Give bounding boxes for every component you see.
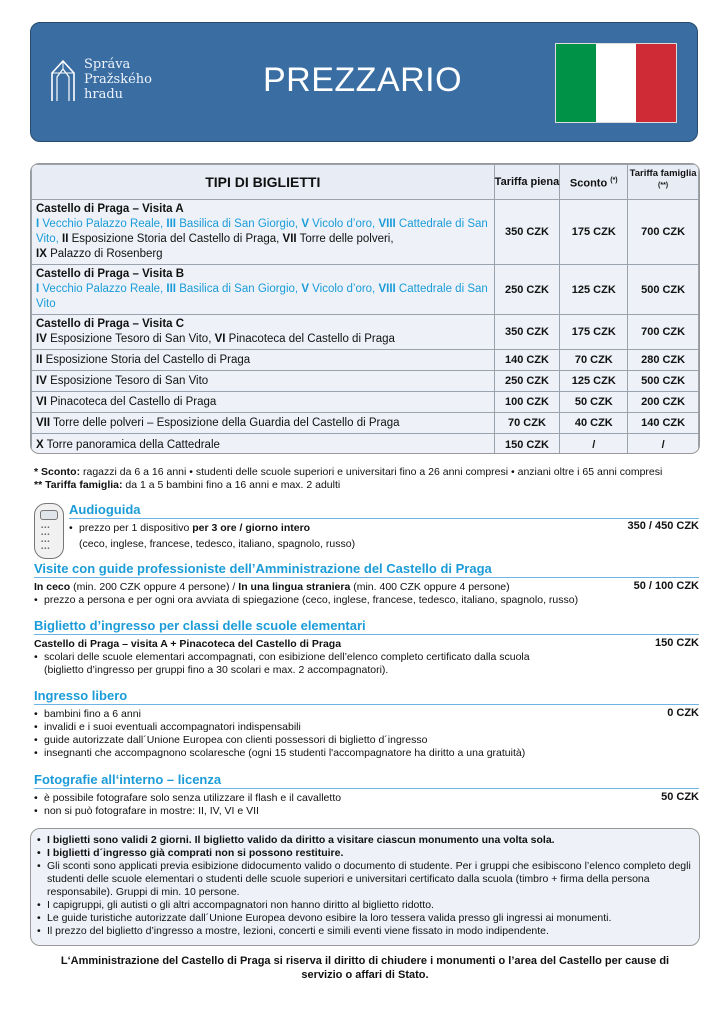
- item-text: prezzo per 1 dispositivo: [79, 522, 193, 534]
- section-title: Biglietto d’ingresso per classi delle scuole elementari: [34, 618, 699, 635]
- monument-number: X: [36, 438, 44, 451]
- list-item-continued: (biglietto d’ingresso per gruppi fino a 30 scolari e max. 2 accompagnatori).: [44, 664, 389, 676]
- ticket-description: [32, 434, 495, 455]
- section-guides: [34, 561, 699, 607]
- table-row: [32, 265, 699, 315]
- list-item: • non si può fotografare in mostre: II, IV, VI e VII: [34, 805, 699, 818]
- price-family: 200 CZK: [628, 392, 699, 413]
- section-price: 50 CZK: [661, 791, 699, 803]
- header-family-label: Tariffa famiglia: [629, 168, 697, 180]
- monument-name: Torre panoramica della Cattedrale: [43, 438, 220, 451]
- monument-number: IV: [36, 333, 47, 345]
- monument-number: VIII: [378, 218, 396, 230]
- table-row: [32, 371, 699, 392]
- price-family: 500 CZK: [628, 265, 699, 315]
- item-emphasis: per 3 ore / giorno intero: [192, 522, 311, 534]
- monument-number: I: [36, 283, 40, 295]
- monument-number: VII: [36, 416, 51, 429]
- ticket-description: [32, 371, 495, 392]
- header-discount-label: Sconto: [569, 177, 608, 190]
- list-item: • invalidi e i suoi eventuali accompagnatori indispensabili: [34, 721, 699, 734]
- footnote-mark: (*): [610, 176, 618, 184]
- price-discount: 125 CZK: [560, 371, 628, 392]
- section-title: Fotografie all‘interno – licenza: [34, 772, 699, 789]
- section-school: [34, 618, 699, 677]
- list-item: • bambini fino a 6 anni: [34, 708, 699, 721]
- device-keypad-icon: ▪▪▪ ▪▪▪ ▪▪▪ ▪▪▪: [41, 525, 51, 552]
- section-price: 0 CZK: [667, 707, 699, 719]
- monument-number: VI: [36, 395, 47, 408]
- price-discount: 50 CZK: [560, 392, 628, 413]
- section-title: Visite con guide professioniste dell’Amministrazione del Castello di Praga: [34, 561, 699, 578]
- section-price: 150 CZK: [654, 637, 699, 649]
- ticket-description: [32, 350, 495, 371]
- ticket-title: Castello di Praga – Visita A: [36, 203, 184, 215]
- logo-line: Správa: [84, 57, 131, 72]
- price-discount: 125 CZK: [560, 265, 628, 315]
- monument-name: Torre delle polveri – Esposizione della Guardia del Castello di Praga: [50, 416, 400, 429]
- list-item: • guide autorizzate dall´Unione Europea con clienti possessori di biglietto d´ingresso: [34, 734, 699, 747]
- flag-stripe-red: [636, 44, 676, 122]
- section-subtitle: Castello di Praga – visita A + Pinacoteca del Castello di Praga: [34, 638, 342, 650]
- section-body: [69, 522, 699, 551]
- monument-number: IX: [36, 248, 47, 260]
- info-item: • I biglietti sono validi 2 giorni. Il biglietto valido da diritto a visitare ciascun monumento una volta sola.: [37, 834, 693, 847]
- monument-name: Vecchio Palazzo Reale,: [39, 283, 167, 295]
- price-family: 700 CZK: [628, 315, 699, 350]
- list-item-continued: (ceco, inglese, francese, tedesco, italiano, spagnolo, russo): [79, 538, 356, 550]
- ticket-title: Castello di Praga – Visita B: [36, 268, 185, 280]
- monument-number: III: [166, 283, 177, 295]
- monument-number: VII: [282, 233, 297, 245]
- list-item: • insegnanti che accompagnono scolaresche (ogni 15 studenti l'accompagnatore ha diritto a una gratuità): [34, 747, 699, 760]
- price-family: 280 CZK: [628, 350, 699, 371]
- monument-name: Esposizione Tesoro di San Vito,: [46, 333, 215, 345]
- list-item: • è possibile fotografare solo senza utilizzare il flash e il cavalletto: [34, 792, 699, 805]
- monument-name: Vecchio Palazzo Reale,: [39, 218, 167, 230]
- monument-name: Palazzo di Rosenberg: [46, 248, 163, 260]
- price-discount: 175 CZK: [560, 200, 628, 265]
- footnote-text: da 1 a 5 bambini fino a 16 anni e max. 2 adulti: [122, 479, 341, 491]
- footnote-text: ragazzi da 6 a 16 anni • studenti delle scuole superiori e universitari fino a 26 anni compresi • anziani oltre i 65 anni compresi: [80, 466, 663, 478]
- price-full: 150 CZK: [494, 434, 560, 455]
- price-discount: 175 CZK: [560, 315, 628, 350]
- castle-logo-icon: [49, 57, 77, 103]
- monument-name: Pinacoteca del Castello di Praga: [225, 333, 395, 345]
- monument-name: Torre delle polveri,: [296, 233, 394, 245]
- footer-notice: L‘Amministrazione del Castello di Praga si riserva il diritto di chiudere i monumenti o l’area del Castello per cause di servizio o affari di Stato.: [60, 955, 670, 981]
- monument-number: II: [62, 233, 69, 245]
- monument-name: Esposizione Storia del Castello di Praga,: [68, 233, 283, 245]
- price-full: 140 CZK: [494, 350, 560, 371]
- ticket-description: [32, 392, 495, 413]
- price-table: [30, 163, 700, 454]
- monument-name: Cattedrale di San Vito,: [36, 218, 488, 245]
- price-full: 100 CZK: [494, 392, 560, 413]
- flag-stripe-green: [556, 44, 596, 122]
- info-box: [30, 828, 700, 946]
- table-row: [32, 413, 699, 434]
- header-banner: [30, 22, 698, 142]
- info-item: • Le guide turistiche autorizzate dall´Unione Europea devono esibire la loro tessera valida presso gli ingressi ai monumenti.: [37, 912, 693, 925]
- ticket-description: [32, 200, 495, 265]
- price-discount: /: [560, 434, 628, 455]
- ticket-description: [32, 315, 495, 350]
- monument-number: IV: [36, 374, 47, 387]
- footnote-discount: [34, 466, 662, 479]
- table-row: [32, 315, 699, 350]
- list-item: • scolari delle scuole elementari accompagnati, con esibizione dell’elenco completo certificato dalla scuola: [34, 651, 699, 664]
- item-text: (min. 200 CZK oppure 4 persone) /: [70, 581, 239, 593]
- table-row: [32, 392, 699, 413]
- flag-stripe-white: [596, 44, 636, 122]
- section-title: Ingresso libero: [34, 688, 699, 705]
- list-item: [69, 522, 699, 535]
- monument-number: VI: [214, 333, 226, 345]
- price-family: 500 CZK: [628, 371, 699, 392]
- italian-flag-icon: [555, 43, 677, 123]
- logo-line: Pražského: [84, 72, 153, 87]
- logo-text: [84, 57, 152, 102]
- section-body: [34, 708, 699, 760]
- section-photo-license: [34, 772, 699, 818]
- section-audioguide: [69, 502, 699, 551]
- section-body: [34, 581, 699, 607]
- page-title: PREZZARIO: [263, 61, 463, 99]
- item-emphasis: In una lingua straniera: [238, 581, 351, 593]
- price-family: 140 CZK: [628, 413, 699, 434]
- info-item: • I capigruppi, gli autisti o gli altri accompagnatori non hanno diritto al biglietto ridotto.: [37, 899, 693, 912]
- section-body: [34, 792, 699, 818]
- footnote-label: ** Tariffa famiglia:: [34, 479, 123, 491]
- section-body: [34, 638, 699, 677]
- header-ticket-types: TIPI DI BIGLIETTI: [32, 165, 495, 200]
- monument-name: Pinacoteca del Castello di Praga: [46, 395, 217, 408]
- item-emphasis: In ceco: [34, 581, 71, 593]
- header-full-price: Tariffa piena: [494, 165, 560, 200]
- info-item: • I biglietti d´ingresso già comprati non si possono restituire.: [37, 847, 693, 860]
- price-full: 350 CZK: [494, 200, 560, 265]
- ticket-monuments: [36, 332, 490, 347]
- price-full: 250 CZK: [494, 265, 560, 315]
- logo: [49, 57, 159, 111]
- monument-name: Esposizione Storia del Castello di Praga: [42, 353, 251, 366]
- item-text: (min. 400 CZK oppure 4 persone): [350, 581, 510, 593]
- price-full: 250 CZK: [494, 371, 560, 392]
- monument-number: V: [301, 218, 309, 230]
- logo-line: hradu: [84, 87, 124, 102]
- header-discount: [560, 165, 628, 200]
- footnote-family: [34, 479, 662, 492]
- price-family: /: [628, 434, 699, 455]
- monument-name: Vicolo d’oro,: [308, 283, 379, 295]
- monument-number: I: [36, 218, 40, 230]
- ticket-description: [32, 265, 495, 315]
- monument-number: VIII: [378, 283, 396, 295]
- info-item: • Il prezzo del biglietto d’ingresso a mostre, lezioni, concerti e simili eventi viene fissato in modo indipendente.: [37, 925, 693, 938]
- price-discount: 40 CZK: [560, 413, 628, 434]
- price-family: 700 CZK: [628, 200, 699, 265]
- ticket-monuments: [36, 282, 490, 312]
- monument-name: Cattedrale di San Vito: [36, 283, 488, 310]
- section-price: 350 / 450 CZK: [627, 520, 699, 532]
- price-full: 70 CZK: [494, 413, 560, 434]
- monument-number: III: [166, 218, 177, 230]
- ticket-monuments: [36, 217, 490, 262]
- monument-number: V: [301, 283, 309, 295]
- price-discount: 70 CZK: [560, 350, 628, 371]
- list-item: • prezzo a persona e per ogni ora avviata di spiegazione (ceco, inglese, francese, tedesco, italiano, spagnolo, russo): [34, 594, 699, 607]
- monument-name: Basilica di San Giorgio,: [176, 283, 302, 295]
- audioguide-device-icon: [34, 503, 64, 559]
- header-family: [628, 165, 699, 200]
- section-title: Audioguida: [69, 502, 699, 519]
- guide-pricing: [34, 581, 699, 594]
- footnote-label: * Sconto:: [34, 466, 81, 478]
- section-free-entry: [34, 688, 699, 760]
- ticket-title: Castello di Praga – Visita C: [36, 318, 185, 330]
- info-item: • Gli sconti sono applicati previa esibizione didocumento valido o documento di studente. Per i gruppi che esibiscono l’elenco completo degli studenti delle scuole elementari o studenti delle scuole superiori e universitari certificato dalla scuola (timbro + firma della persona responsabile). Gruppi di min. 10 persone.: [37, 860, 693, 899]
- monument-name: Basilica di San Giorgio,: [176, 218, 302, 230]
- price-full: 350 CZK: [494, 315, 560, 350]
- ticket-description: [32, 413, 495, 434]
- device-screen-icon: [40, 510, 58, 520]
- table-row: [32, 434, 699, 455]
- monument-number: II: [36, 353, 43, 366]
- monument-name: Esposizione Tesoro di San Vito: [46, 374, 209, 387]
- section-price: 50 / 100 CZK: [633, 580, 699, 592]
- monument-name: Vicolo d’oro,: [308, 218, 379, 230]
- table-row: [32, 350, 699, 371]
- footnotes: [34, 466, 662, 492]
- footnote-mark: (**): [658, 182, 669, 190]
- table-row: [32, 200, 699, 265]
